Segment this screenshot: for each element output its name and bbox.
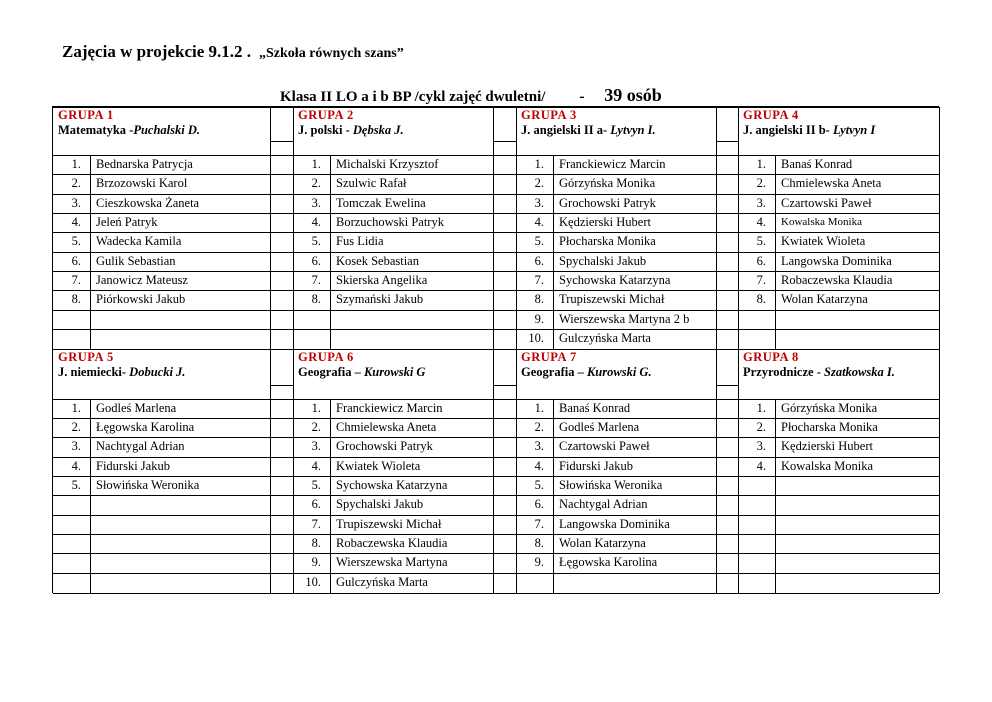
row-divider <box>270 495 293 496</box>
member-name: Fidurski Jakub <box>559 459 633 473</box>
member-number: 4. <box>534 215 544 229</box>
member-number: 6. <box>311 254 321 268</box>
group-subject-name: J. angielski II b- <box>743 123 833 137</box>
column-divider <box>270 107 271 593</box>
column-divider <box>90 399 91 593</box>
member-number: 3. <box>71 196 81 210</box>
member-number: 2. <box>756 420 766 434</box>
member-number: 8. <box>534 292 544 306</box>
row-divider <box>493 194 516 195</box>
column-divider <box>553 399 554 593</box>
row-divider <box>716 174 738 175</box>
member-name: Borzuchowski Patryk <box>336 215 444 229</box>
row-divider <box>493 476 516 477</box>
row-divider <box>716 457 738 458</box>
class-count: 39 osób <box>604 85 662 105</box>
member-number: 3. <box>71 439 81 453</box>
member-number: 3. <box>534 196 544 210</box>
member-number: 3. <box>756 196 766 210</box>
member-number: 6. <box>71 254 81 268</box>
row-divider <box>53 573 270 574</box>
member-name: Płocharska Monika <box>559 234 656 248</box>
row-divider <box>738 495 939 496</box>
group-subject-name: Przyrodnicze - <box>743 365 824 379</box>
row-divider <box>716 476 738 477</box>
member-number: 7. <box>534 273 544 287</box>
member-number: 8. <box>756 292 766 306</box>
row-divider <box>53 329 270 330</box>
member-name: Robaczewska Klaudia <box>781 273 893 287</box>
member-name: Janowicz Mateusz <box>96 273 188 287</box>
member-name: Jeleń Patryk <box>96 215 158 229</box>
row-divider <box>716 553 738 554</box>
row-divider <box>716 141 738 142</box>
member-name: Czartowski Paweł <box>559 439 650 453</box>
row-divider <box>738 310 939 311</box>
row-divider <box>716 310 738 311</box>
member-name: Szymański Jakub <box>336 292 424 306</box>
row-divider <box>270 399 293 400</box>
row-divider <box>493 437 516 438</box>
member-number: 1. <box>311 157 321 171</box>
group-subject-name: J. niemiecki- <box>58 365 130 379</box>
member-name: Kędzierski Hubert <box>559 215 651 229</box>
member-name: Langowska Dominika <box>781 254 892 268</box>
member-number: 8. <box>311 536 321 550</box>
group-label: GRUPA 2 <box>298 108 354 122</box>
member-number: 5. <box>71 478 81 492</box>
row-divider <box>270 194 293 195</box>
member-number: 4. <box>311 459 321 473</box>
row-divider <box>493 399 516 400</box>
row-divider <box>716 573 738 574</box>
group-teacher: Lytvyn I <box>832 123 876 137</box>
row-divider <box>493 457 516 458</box>
row-divider <box>738 515 939 516</box>
member-name: Spychalski Jakub <box>336 497 424 511</box>
row-divider <box>716 437 738 438</box>
row-divider <box>716 534 738 535</box>
row-divider <box>270 155 293 156</box>
member-name: Słowińska Weronika <box>559 478 663 492</box>
group-subject-name: J. angielski II a- <box>521 123 611 137</box>
row-divider <box>293 329 493 330</box>
row-divider <box>493 252 516 253</box>
member-number: 5. <box>756 234 766 248</box>
member-number: 6. <box>311 497 321 511</box>
group-subject <box>298 365 425 380</box>
member-number: 6. <box>534 497 544 511</box>
row-divider <box>738 534 939 535</box>
member-name: Kosek Sebastian <box>336 254 419 268</box>
member-number: 5. <box>311 478 321 492</box>
row-divider <box>738 553 939 554</box>
member-name: Nachtygal Adrian <box>559 497 648 511</box>
member-name: Kędzierski Hubert <box>781 439 873 453</box>
row-divider <box>716 271 738 272</box>
row-divider <box>716 418 738 419</box>
member-number: 5. <box>71 234 81 248</box>
column-divider <box>716 107 717 593</box>
member-name: Wierszewska Martyna 2 b <box>559 312 690 326</box>
group-subject-name: J. polski - <box>298 123 353 137</box>
row-divider <box>270 329 293 330</box>
group-subject <box>521 123 656 138</box>
row-divider <box>738 476 939 477</box>
member-name: Godleś Marlena <box>96 401 177 415</box>
group-header <box>521 350 652 380</box>
row-divider <box>716 213 738 214</box>
group-label: GRUPA 8 <box>743 350 799 364</box>
member-number: 2. <box>71 420 81 434</box>
member-name: Banaś Konrad <box>781 157 853 171</box>
member-name: Fus Lidia <box>336 234 384 248</box>
member-name: Trupiszewski Michał <box>336 517 442 531</box>
row-divider <box>716 495 738 496</box>
row-divider <box>270 290 293 291</box>
row-divider <box>493 155 516 156</box>
row-divider <box>53 553 270 554</box>
row-divider <box>53 593 939 594</box>
member-number: 3. <box>756 439 766 453</box>
member-number: 2. <box>534 176 544 190</box>
row-divider <box>493 534 516 535</box>
group-header <box>743 350 895 380</box>
group-teacher: Puchalski D. <box>133 123 201 137</box>
member-name: Fidurski Jakub <box>96 459 170 473</box>
row-divider <box>493 385 516 386</box>
row-divider <box>716 252 738 253</box>
member-number: 7. <box>71 273 81 287</box>
member-name: Czartowski Paweł <box>781 196 872 210</box>
row-divider <box>270 174 293 175</box>
member-number: 5. <box>534 478 544 492</box>
group-teacher: Dębska J. <box>352 123 404 137</box>
group-subject <box>58 365 185 380</box>
member-number: 3. <box>534 439 544 453</box>
member-name: Skierska Angelika <box>336 273 428 287</box>
row-divider <box>716 399 738 400</box>
row-divider <box>493 232 516 233</box>
title-project: „Szkoła równych szans” <box>259 46 404 61</box>
row-divider <box>716 385 738 386</box>
member-number: 4. <box>311 215 321 229</box>
member-number: 8. <box>311 292 321 306</box>
member-name: Górzyńska Monika <box>559 176 656 190</box>
member-number: 6. <box>534 254 544 268</box>
column-divider <box>775 399 776 593</box>
row-divider <box>293 232 493 233</box>
member-name: Tomczak Ewelina <box>336 196 426 210</box>
column-divider <box>939 107 940 593</box>
member-name: Piórkowski Jakub <box>96 292 186 306</box>
group-header <box>58 108 200 138</box>
member-number: 8. <box>534 536 544 550</box>
member-name: Franckiewicz Marcin <box>336 401 443 415</box>
row-divider <box>270 437 293 438</box>
row-divider <box>53 534 270 535</box>
member-number: 1. <box>756 401 766 415</box>
column-divider <box>330 399 331 593</box>
group-teacher: Lytvyn I. <box>610 123 656 137</box>
member-number: 7. <box>756 273 766 287</box>
row-divider <box>53 310 270 311</box>
row-divider <box>53 515 270 516</box>
member-number: 3. <box>311 196 321 210</box>
group-subject <box>521 365 652 380</box>
member-name: Grochowski Patryk <box>336 439 433 453</box>
row-divider <box>493 515 516 516</box>
row-divider <box>270 141 293 142</box>
member-name: Słowińska Weronika <box>96 478 200 492</box>
row-divider <box>716 329 738 330</box>
member-name: Robaczewska Klaudia <box>336 536 448 550</box>
member-number: 9. <box>534 555 544 569</box>
row-divider <box>270 310 293 311</box>
row-divider <box>716 290 738 291</box>
row-divider <box>493 329 516 330</box>
member-number: 1. <box>311 401 321 415</box>
member-name: Wolan Katarzyna <box>559 536 646 550</box>
member-name: Kowalska Monika <box>781 216 862 228</box>
row-divider <box>516 573 716 574</box>
group-subject-name: Geografia – <box>521 365 587 379</box>
group-subject <box>58 123 200 138</box>
member-number: 4. <box>71 459 81 473</box>
member-name: Banaś Konrad <box>559 401 631 415</box>
member-number: 7. <box>534 517 544 531</box>
row-divider <box>293 310 493 311</box>
member-number: 2. <box>311 420 321 434</box>
row-divider <box>493 271 516 272</box>
group-teacher: Kurowski G. <box>586 365 652 379</box>
group-header <box>298 350 425 380</box>
row-divider <box>738 573 939 574</box>
member-number: 4. <box>756 459 766 473</box>
member-name: Wadecka Kamila <box>96 234 182 248</box>
title-main: Zajęcia w projekcie 9.1.2 . <box>62 42 252 61</box>
member-name: Brzozowski Karol <box>96 176 188 190</box>
member-number: 7. <box>311 517 321 531</box>
group-label: GRUPA 6 <box>298 350 354 364</box>
row-divider <box>716 232 738 233</box>
member-number: 6. <box>756 254 766 268</box>
row-divider <box>270 271 293 272</box>
column-divider <box>493 107 494 593</box>
member-number: 1. <box>534 401 544 415</box>
member-number: 1. <box>756 157 766 171</box>
group-teacher: Dobucki J. <box>129 365 186 379</box>
member-name: Spychalski Jakub <box>559 254 647 268</box>
group-label: GRUPA 3 <box>521 108 577 122</box>
member-number: 1. <box>71 157 81 171</box>
row-divider <box>738 329 939 330</box>
class-heading <box>280 85 662 106</box>
member-name: Łęgowska Karolina <box>559 555 658 569</box>
member-number: 3. <box>311 439 321 453</box>
row-divider <box>493 495 516 496</box>
member-name: Nachtygal Adrian <box>96 439 185 453</box>
group-subject-name: Geografia – <box>298 365 364 379</box>
group-header <box>743 108 875 138</box>
member-number: 7. <box>311 273 321 287</box>
member-name: Szulwic Rafał <box>336 176 407 190</box>
member-name: Wierszewska Martyna <box>336 555 448 569</box>
member-name: Bednarska Patrycja <box>96 157 193 171</box>
member-name: Kwiatek Wioleta <box>336 459 421 473</box>
member-name: Chmielewska Aneta <box>781 176 882 190</box>
row-divider <box>270 515 293 516</box>
class-dash: - <box>579 88 585 105</box>
row-divider <box>716 155 738 156</box>
group-label: GRUPA 4 <box>743 108 799 122</box>
group-subject <box>298 123 404 138</box>
member-number: 9. <box>311 555 321 569</box>
row-divider <box>716 515 738 516</box>
member-number: 4. <box>534 459 544 473</box>
member-number: 2. <box>756 176 766 190</box>
group-label: GRUPA 1 <box>58 108 114 122</box>
member-name: Gulik Sebastian <box>96 254 176 268</box>
member-name: Sychowska Katarzyna <box>336 478 448 492</box>
group-label: GRUPA 7 <box>521 350 577 364</box>
row-divider <box>493 213 516 214</box>
member-name: Sychowska Katarzyna <box>559 273 671 287</box>
row-divider <box>493 418 516 419</box>
group-subject <box>743 123 875 138</box>
group-teacher: Szatkowska I. <box>824 365 895 379</box>
row-divider <box>270 232 293 233</box>
member-name: Kwiatek Wioleta <box>781 234 866 248</box>
row-divider <box>270 534 293 535</box>
row-divider <box>716 194 738 195</box>
member-number: 9. <box>534 312 544 326</box>
member-number: 1. <box>71 401 81 415</box>
member-number: 5. <box>311 234 321 248</box>
member-name: Chmielewska Aneta <box>336 420 437 434</box>
group-subject-name: Matematyka - <box>58 123 134 137</box>
group-subject <box>743 365 895 380</box>
member-name: Godleś Marlena <box>559 420 640 434</box>
member-number: 5. <box>534 234 544 248</box>
page-title <box>62 42 404 62</box>
row-divider <box>53 495 270 496</box>
row-divider <box>493 553 516 554</box>
member-name: Grochowski Patryk <box>559 196 656 210</box>
group-teacher: Kurowski G <box>363 365 426 379</box>
member-name: Franckiewicz Marcin <box>559 157 666 171</box>
row-divider <box>270 573 293 574</box>
group-label: GRUPA 5 <box>58 350 114 364</box>
groups-table <box>52 106 939 593</box>
group-header <box>298 108 404 138</box>
member-number: 10. <box>305 575 321 589</box>
member-name: Gulczyńska Marta <box>559 331 651 345</box>
row-divider <box>493 174 516 175</box>
member-number: 4. <box>756 215 766 229</box>
row-divider <box>270 385 293 386</box>
member-number: 2. <box>534 420 544 434</box>
member-name: Wolan Katarzyna <box>781 292 868 306</box>
group-header <box>521 108 656 138</box>
row-divider <box>493 310 516 311</box>
member-name: Langowska Dominika <box>559 517 670 531</box>
member-name: Łęgowska Karolina <box>96 420 195 434</box>
row-divider <box>270 553 293 554</box>
member-name: Górzyńska Monika <box>781 401 878 415</box>
member-name: Michalski Krzysztof <box>336 157 439 171</box>
member-name: Trupiszewski Michał <box>559 292 665 306</box>
member-number: 1. <box>534 157 544 171</box>
row-divider <box>493 290 516 291</box>
member-name: Cieszkowska Żaneta <box>96 196 200 210</box>
member-number: 8. <box>71 292 81 306</box>
row-divider <box>270 252 293 253</box>
member-number: 4. <box>71 215 81 229</box>
row-divider <box>493 573 516 574</box>
member-number: 10. <box>528 331 544 345</box>
group-header <box>58 350 185 380</box>
class-line: Klasa II LO a i b BP /cykl zajęć dwuletni/ <box>280 89 546 105</box>
row-divider <box>53 213 270 214</box>
member-name: Kowalska Monika <box>781 459 873 473</box>
member-number: 2. <box>311 176 321 190</box>
member-name: Gulczyńska Marta <box>336 575 428 589</box>
row-divider <box>270 457 293 458</box>
row-divider <box>270 418 293 419</box>
member-number: 2. <box>71 176 81 190</box>
row-divider <box>270 213 293 214</box>
member-name: Płocharska Monika <box>781 420 878 434</box>
row-divider <box>493 141 516 142</box>
row-divider <box>270 476 293 477</box>
